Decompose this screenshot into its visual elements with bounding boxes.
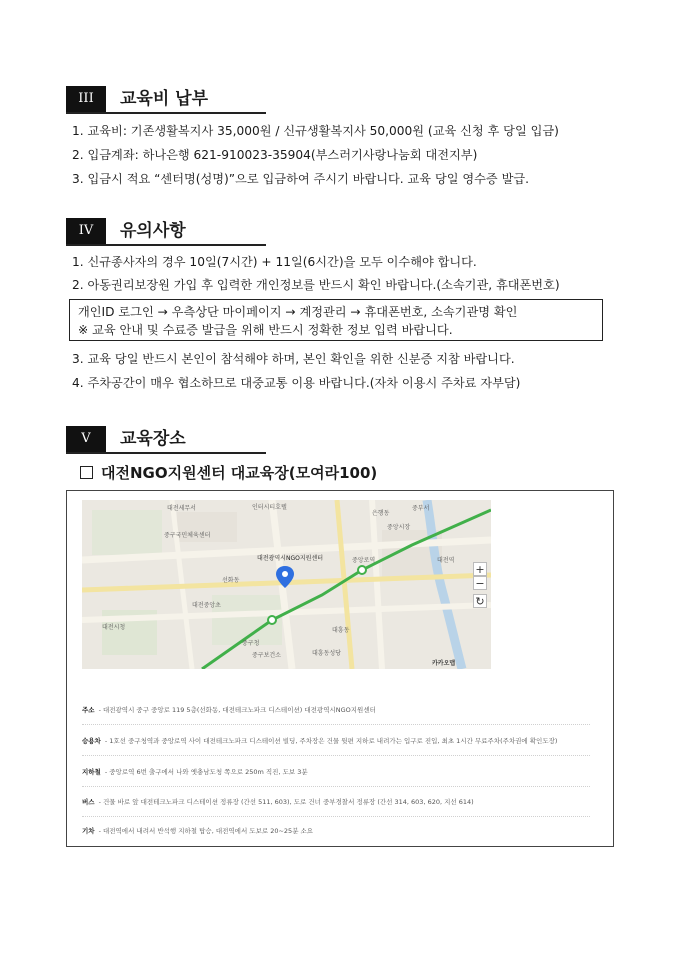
checkbox-square-icon <box>80 466 93 479</box>
divider <box>82 755 590 756</box>
venue-name: 대전NGO지원센터 대교육장(모여라100) <box>101 464 378 482</box>
info-key: 버스 <box>82 798 95 806</box>
map-label: 대전중앙초 <box>192 602 221 609</box>
info-text: - 대전역에서 내려서 반석행 지하철 탑승, 대전역에서 도보로 20~25분 소요 <box>98 827 314 835</box>
info-text: - 건물 바로 앞 대전테크노파크 디스테이션 정류장 (간선 511, 603), 도로 건너 중부경찰서 정류장 (간선 314, 603, 620, 지선 614) <box>98 798 474 806</box>
info-text: - 1호선 중구청역과 중앙로역 사이 대전테크노파크 디스테이션 빌딩, 주차장은 건물 뒷편 지하로 내려가는 입구로 진입, 최초 1시간 무료주차(주차권에 확인도장) <box>104 737 558 745</box>
divider <box>82 816 590 817</box>
section-number: III <box>66 86 106 112</box>
note-line: ※ 교육 안내 및 수료증 발급을 위해 반드시 정확한 정보 입력 바랍니다. <box>78 323 453 337</box>
section-number: V <box>66 426 106 452</box>
divider <box>82 786 590 787</box>
map-attribution: 카카오맵 <box>432 660 456 667</box>
list-item: 2. 입금계좌: 하나은행 621-910023-35904(부스러기사랑나눔회 대전지부) <box>72 148 478 162</box>
section-title: 교육장소 <box>120 429 186 449</box>
info-car <box>82 736 557 745</box>
list-item: 4. 주차공간이 매우 협소하므로 대중교통 이용 바랍니다.(자차 이용시 주차료 자부담) <box>72 376 521 390</box>
map-label: 인터시티호텔 <box>252 504 287 511</box>
info-bus <box>82 797 474 806</box>
map-label: 중부서 <box>412 505 430 512</box>
zoom-in-button[interactable]: + <box>473 562 487 576</box>
map-label: 중앙로역 <box>352 557 376 564</box>
divider <box>82 724 590 725</box>
location-map[interactable] <box>82 500 491 669</box>
list-item: 3. 교육 당일 반드시 본인이 참석해야 하며, 본인 확인을 위한 신분증 지참 바랍니다. <box>72 352 515 366</box>
section-header-location <box>66 426 266 454</box>
info-subway <box>82 767 308 776</box>
map-label: 대전역 <box>437 557 455 564</box>
map-label: 대전시청 <box>102 624 126 631</box>
reset-view-button[interactable]: ↻ <box>473 594 487 608</box>
map-label: 은행동 <box>372 510 390 517</box>
info-key: 승용차 <box>82 737 101 745</box>
list-item: 1. 교육비: 기존생활복지사 35,000원 / 신규생활복지사 50,000원 (교육 신청 후 당일 입금) <box>72 124 559 138</box>
zoom-out-button[interactable]: − <box>473 576 487 590</box>
map-label: 중구청 <box>242 640 260 647</box>
info-key: 주소 <box>82 706 95 714</box>
section-header-fee <box>66 86 266 114</box>
map-label: 선화동 <box>222 577 240 584</box>
map-label: 중앙시장 <box>387 524 411 531</box>
section-title: 교육비 납부 <box>120 89 209 109</box>
note-box <box>69 299 603 341</box>
info-text: - 중앙로역 6번 출구에서 나와 옛충남도청 쪽으로 250m 직진, 도보 3분 <box>104 768 308 776</box>
list-item: 3. 입금시 적요 “센터명(성명)”으로 입금하여 주시기 바랍니다. 교육 당일 영수증 발급. <box>72 172 529 186</box>
section-title: 유의사항 <box>120 221 186 241</box>
map-label: 대흥동성당 <box>312 650 341 657</box>
info-text: - 대전광역시 중구 중앙로 119 5층(선화동, 대전테크노파크 디스테이션) 대전광역시NGO지원센터 <box>98 706 376 714</box>
map-label: 대흥동 <box>332 627 350 634</box>
list-item: 2. 아동권리보장원 가입 후 입력한 개인정보를 반드시 확인 바랍니다.(소속기관, 휴대폰번호) <box>72 278 560 292</box>
info-address <box>82 705 376 714</box>
map-graphic <box>82 500 491 669</box>
note-line: 개인ID 로그인 → 우측상단 마이페이지 → 계정관리 → 휴대폰번호, 소속기관명 확인 <box>78 305 518 319</box>
list-item: 1. 신규종사자의 경우 10일(7시간) + 11일(6시간)을 모두 이수해야 합니다. <box>72 255 477 269</box>
map-label: 중구국민체육센터 <box>164 532 211 539</box>
map-label: 중구보건소 <box>252 652 281 659</box>
venue-title <box>80 462 377 483</box>
info-key: 지하철 <box>82 768 101 776</box>
map-label: 대전광역시NGO지원센터 <box>257 555 324 562</box>
info-train <box>82 826 313 835</box>
section-header-notice <box>66 218 266 246</box>
info-key: 기차 <box>82 827 95 835</box>
map-label: 대전세무서 <box>167 505 196 512</box>
section-number: IV <box>66 218 106 244</box>
